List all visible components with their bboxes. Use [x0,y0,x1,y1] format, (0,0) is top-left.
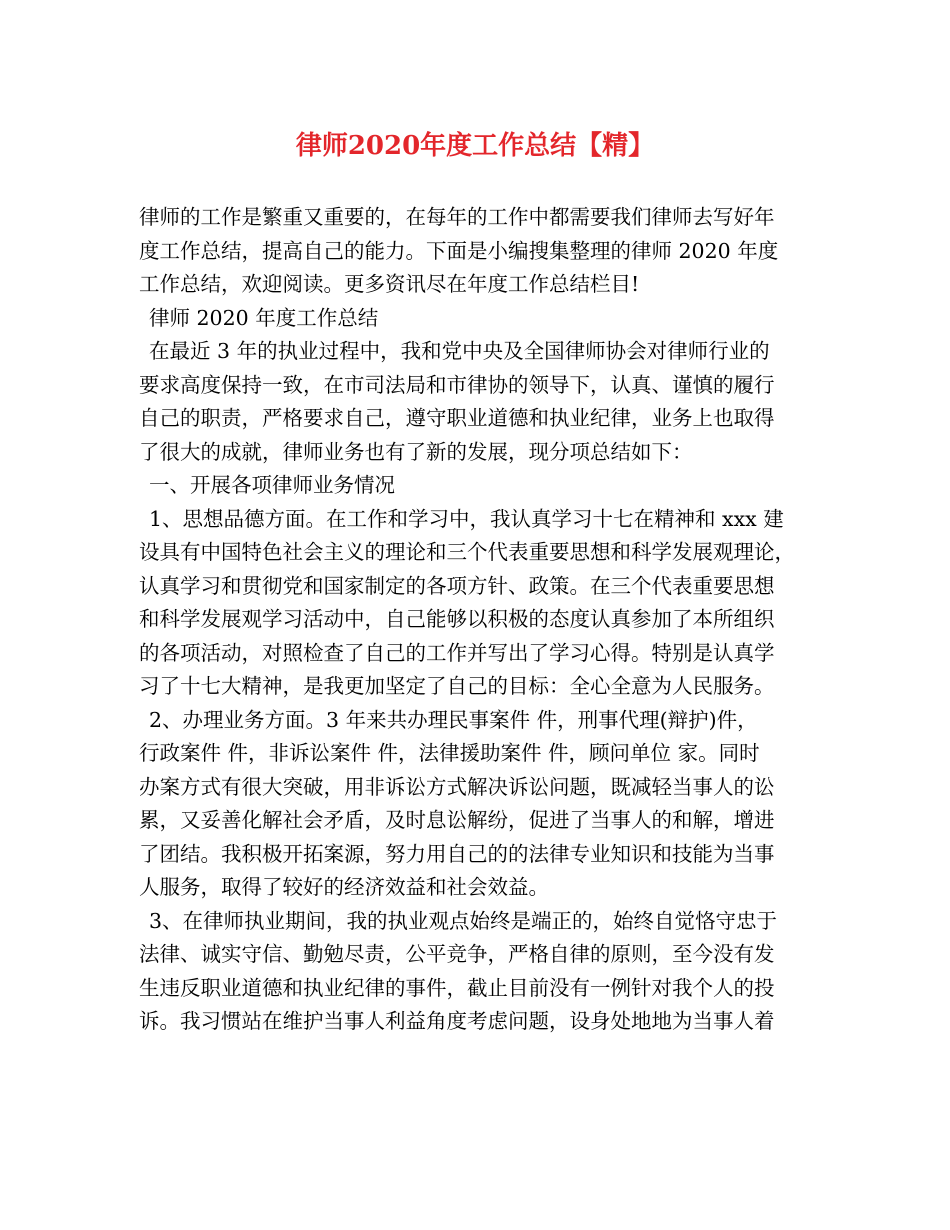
document-title: 律师2020年度工作总结【精】 [295,131,655,161]
body-line: 了团结。我积极开拓案源，努力用自己的的法律专业知识和技能为当事 [139,841,775,866]
body-line: 3、在律师执业期间，我的执业观点始终是端正的，始终自觉恪守忠于 [149,908,778,933]
body-line: 法律、诚实守信、勤勉尽责，公平竞争，严格自律的原则，至今没有发 [139,942,775,966]
body-line: 1、思想品德方面。在工作和学习中，我认真学习十七在精神和 xxx 建 [149,506,784,531]
body-line: 累，又妥善化解社会矛盾，及时息讼解纷，促进了当事人的和解，增进 [139,808,775,832]
body-line: 工作总结，欢迎阅读。更多资讯尽在年度工作总结栏目! [139,272,640,296]
body-line: 人服务，取得了较好的经济效益和社会效益。 [139,875,549,899]
body-line: 在最近 3 年的执业过程中，我和党中央及全国律师协会对律师行业的 [149,339,770,363]
body-line: 设具有中国特色社会主义的理论和三个代表重要思想和科学发展观理论， [139,540,795,564]
body-line: 律师的工作是繁重又重要的，在每年的工作中都需要我们律师去写好年 [139,205,775,229]
body-line: 了很大的成就，律师业务也有了新的发展，现分项总结如下： [139,439,693,464]
body-line: 要求高度保持一致，在市司法局和市律协的领导下，认真、谨慎的履行 [139,372,775,397]
body-line: 律师 2020 年度工作总结 [149,305,379,330]
body-line: 一、开展各项律师业务情况 [149,473,395,497]
body-line: 办案方式有很大突破，用非诉讼方式解决诉讼问题，既减轻当事人的讼 [139,774,775,799]
body-line: 和科学发展观学习活动中，自己能够以积极的态度认真参加了本所组织 [139,607,775,631]
body-line: 认真学习和贯彻党和国家制定的各项方针、政策。在三个代表重要思想 [139,573,775,598]
body-line: 诉。我习惯站在维护当事人利益角度考虑问题，设身处地地为当事人着 [139,1009,775,1033]
body-line: 2、办理业务方面。3 年来共办理民事案件 件，刑事代理(辩护)件， [149,707,758,732]
document-body [139,201,819,1039]
body-line: 习了十七大精神，是我更加坚定了自己的目标：全心全意为人民服务。 [139,674,775,698]
body-line: 的各项活动，对照检查了自己的工作并写出了学习心得。特别是认真学 [139,640,775,665]
body-line: 生违反职业道德和执业纪律的事件，截止目前没有一例针对我个人的投 [139,975,775,1000]
body-line: 自己的职责，严格要求自己，遵守职业道德和执业纪律，业务上也取得 [139,406,775,430]
body-line: 行政案件 件，非诉讼案件 件，法律援助案件 件，顾问单位 家。同时 [139,741,760,765]
body-line: 度工作总结，提高自己的能力。下面是小编搜集整理的律师 2020 年度 [139,238,779,263]
